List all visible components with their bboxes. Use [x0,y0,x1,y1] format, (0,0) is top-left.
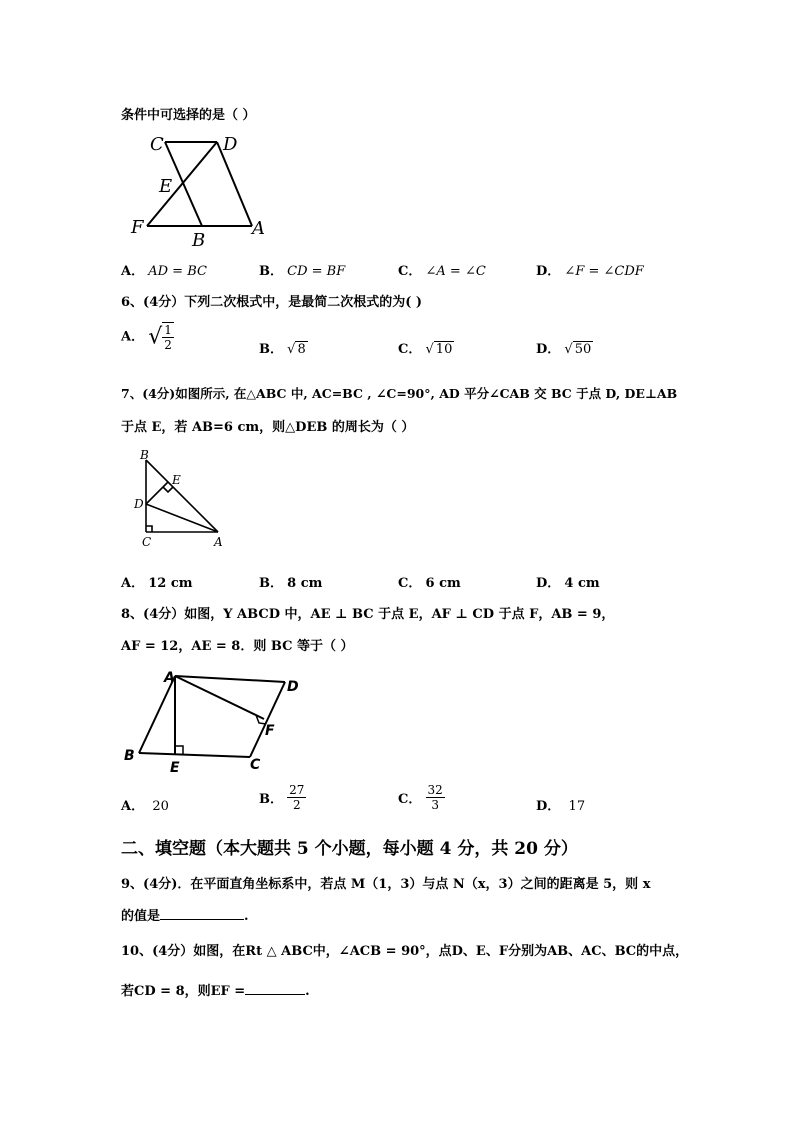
q9-answer-blank[interactable] [160,919,244,920]
q8-label-b: B [124,748,135,764]
q5-figure [125,130,275,248]
q8-option-d[interactable]: D． 17 [536,799,586,814]
q5-label-e: E [159,176,173,197]
q8-seg-cd [250,682,285,757]
q7-label-b: B [140,448,149,462]
q7-right-angle-c [146,526,152,532]
q8-figure [120,666,310,778]
q8-option-c[interactable]: C． $\frac{32}{3}$ [398,783,443,812]
q9-stem-line2: 的值是 . [121,909,249,924]
q6-option-d[interactable]: D． √ 50 [536,342,592,357]
q10-stem-line1: 10、(4分）如图，在Rt △ ABC中，∠ACB = 90°，点D、E、F分别为AB、AC、BC的中点， [121,944,689,959]
q5-label-b: B [192,230,206,248]
q8-option-b[interactable]: B． $\frac{27}{2}$ [259,783,305,812]
q7-option-b[interactable]: B． 8 cm [259,576,323,591]
q5-option-c[interactable]: C． ∠A = ∠C [398,264,486,279]
q5-option-d[interactable]: D． ∠F = ∠CDF [536,264,644,279]
q5-option-a[interactable]: A． AD = BC [121,264,207,279]
q8-seg-bc [139,753,250,757]
q8-label-a: A [164,670,175,686]
q5-label-a: A [252,218,265,239]
q6-stem: 6、(4分）下列二次根式中，是最简二次根式的为( ) [121,295,423,310]
q5-label-d: D [223,134,238,155]
q7-label-a: A [214,535,223,549]
q7-stem-line1: 7、(4分)如图所示, 在△ABC 中, AC=BC , ∠C=90°, AD 平分∠CAB 交 BC 于点 D, DE⊥AB [121,386,678,401]
q5-label-c: C [150,134,164,155]
q8-option-a[interactable]: A． 20 [121,799,169,814]
q8-seg-ad [175,676,285,682]
q7-stem-line2: 于点 E，若 AB=6 cm，则△DEB 的周长为（ ） [121,420,415,435]
q5-stem-tail: 条件中可选择的是（ ） [121,108,256,123]
q7-figure [132,446,232,550]
q8-label-d: D [287,679,299,695]
q5-option-b[interactable]: B． CD = BF [259,264,346,279]
q8-seg-af [175,676,264,719]
q8-stem-line1: 8、(4分）如图，Y ABCD 中，AE ⊥ BC 于点 E，AF ⊥ CD 于点 F，AB = 9， [121,607,615,622]
q10-stem-line2: 若CD = 8，则EF = . [121,984,310,999]
q9-stem-line1: 9、(4分)．在平面直角坐标系中，若点 M（1，3）与点 N（x，3）之间的距离是 5，则 x [121,877,651,892]
q8-label-f: F [265,723,275,739]
q8-stem-line2: AF = 12，AE = 8．则 BC 等于（ ） [121,639,354,654]
q10-answer-blank[interactable] [245,994,305,995]
q7-option-d[interactable]: D． 4 cm [536,576,600,591]
q6-option-a[interactable]: A． √ $\frac{1}{2}$ [121,323,172,352]
q7-seg-de [146,482,168,504]
q7-option-c[interactable]: C． 6 cm [398,576,461,591]
q7-label-c: C [142,535,152,549]
q7-label-d: D [134,497,144,511]
q7-seg-da [146,504,218,532]
q8-label-c: C [250,757,261,773]
section-2-heading: 二、填空题（本大题共 5 个小题，每小题 4 分，共 20 分） [121,839,578,859]
q7-right-angle-e [163,487,173,492]
q7-label-e: E [172,473,181,487]
q8-label-e: E [170,760,180,776]
q6-option-c[interactable]: C． √ 10 [398,342,453,357]
q6-option-b[interactable]: B． √ 8 [259,342,306,357]
q7-option-a[interactable]: A． 12 cm [121,576,193,591]
q7-seg-ba [146,460,218,532]
q5-label-f: F [131,217,144,238]
q8-seg-ab [139,676,175,753]
